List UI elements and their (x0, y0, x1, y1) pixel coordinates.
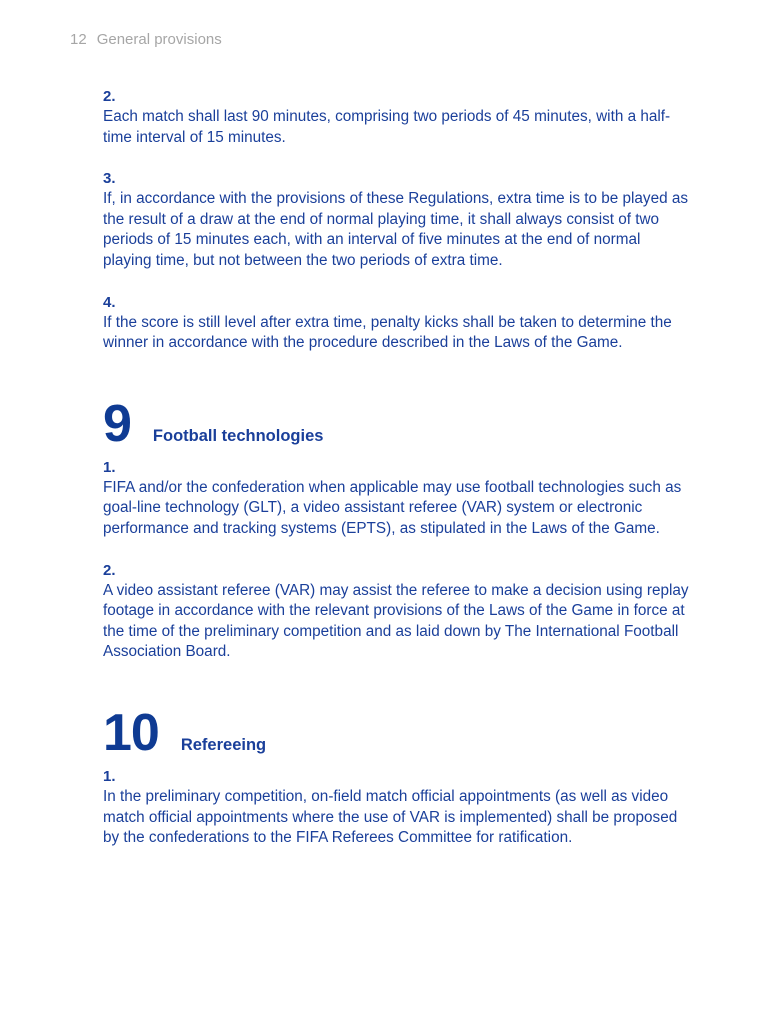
page-number: 12 (70, 31, 87, 48)
paragraph-text: A video assistant referee (VAR) may assist the referee to make a decision using replay footage in accordance with the relevant provisions of the Laws of the Game in force at the time of the preliminary competition and as laid down by The International Football Association Board. (103, 581, 689, 661)
paragraph-text: Each match shall last 90 minutes, comprising two periods of 45 minutes, with a half-time interval of 15 minutes. (103, 108, 671, 146)
paragraph-number: 2. (103, 561, 116, 579)
section-refereeing (103, 703, 693, 849)
paragraph-number: 1. (103, 767, 116, 785)
section-heading (103, 703, 693, 767)
paragraph-number: 4. (103, 293, 116, 311)
paragraph (103, 87, 693, 148)
paragraph (103, 458, 693, 540)
section-number: 9 (103, 394, 131, 453)
paragraph-text: FIFA and/or the confederation when applicable may use football technologies such as goal-line technology (GLT), a video assistant referee (VAR) system or electronic performance and tracking systems (EPTS), as stipulated in the Laws of the Game. (103, 478, 682, 537)
section-title: Refereeing (180, 735, 267, 754)
paragraph-number: 2. (103, 88, 116, 105)
paragraph-number: 3. (103, 170, 116, 188)
paragraph (103, 767, 693, 849)
paragraph-text: If the score is still level after extra time, penalty kicks shall be taken to determine the winner in accordance with the procedure described in the Laws of the Game. (103, 313, 672, 352)
running-header (70, 31, 222, 48)
section-title: Football technologies (152, 426, 324, 445)
paragraph-number: 1. (103, 458, 116, 476)
paragraph (103, 561, 693, 663)
section-number: 10 (103, 703, 159, 762)
paragraph (103, 293, 693, 354)
paragraph-text: If, in accordance with the provisions of these Regulations, extra time is to be played as the result of a draw at the end of normal playing time, it shall always consist of two periods of 15 minutes each, with an interval of five minutes at the end of normal playing time, but not between the two periods of extra time. (103, 190, 688, 269)
paragraph (103, 169, 693, 271)
section-heading (103, 394, 693, 458)
paragraph-text: In the preliminary competition, on-field match official appointments (as well as video match official appointments where the use of VAR is implemented) shall be proposed by the confederations to the FIFA Referees Committee for ratification. (103, 787, 678, 847)
section-football-technologies (103, 394, 693, 663)
header-title: General provisions (96, 31, 222, 48)
document-body (103, 87, 693, 849)
